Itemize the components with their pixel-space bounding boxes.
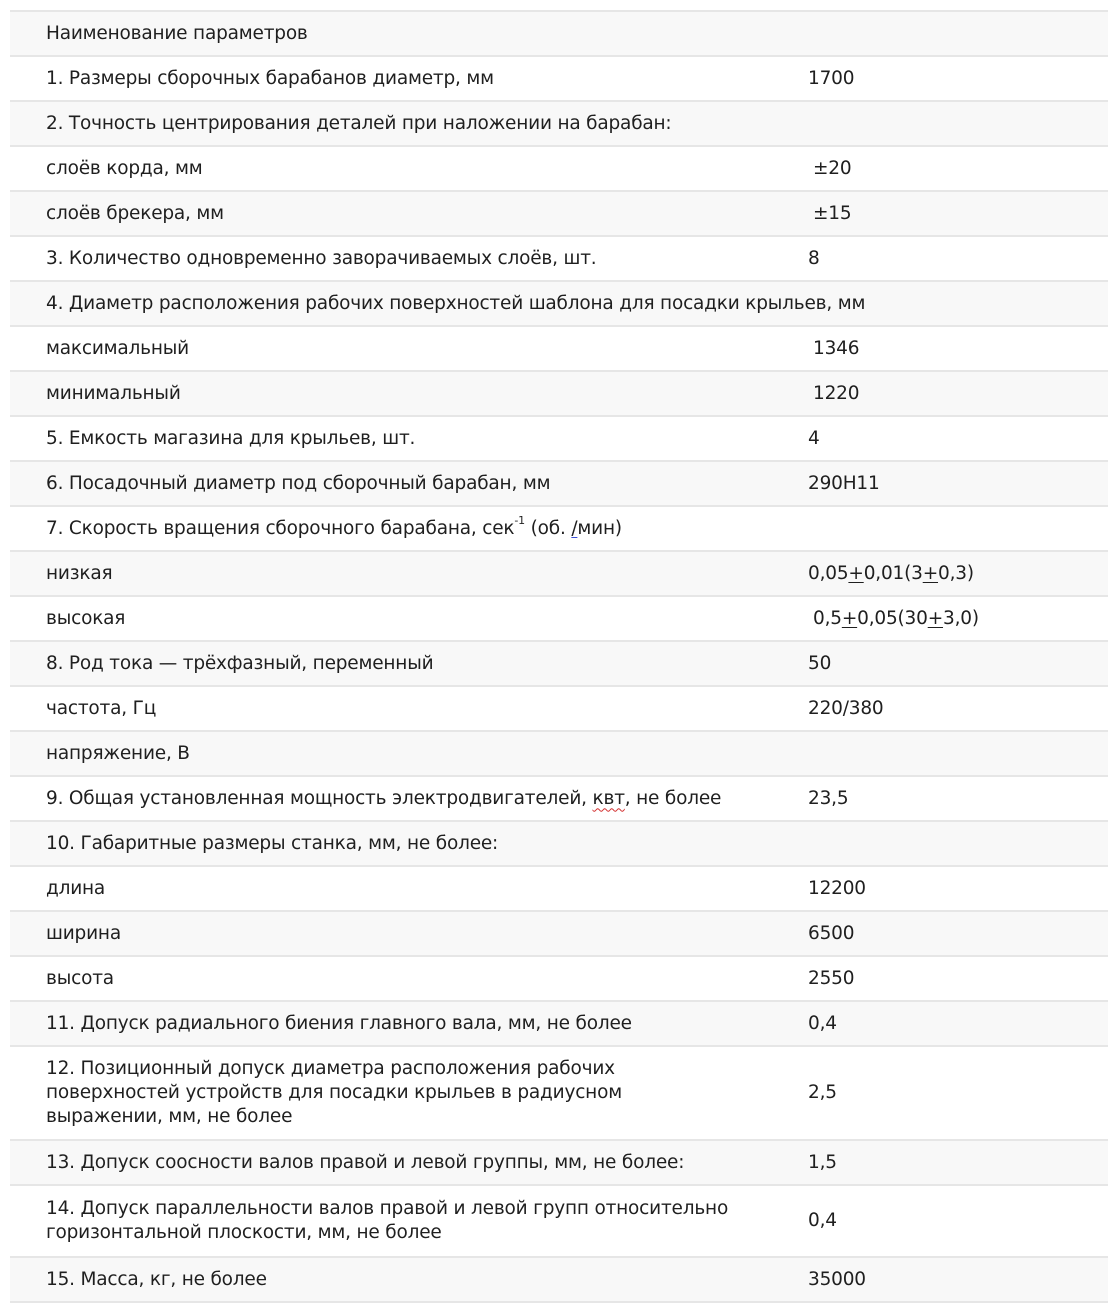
param-value: 12200 bbox=[772, 866, 1108, 911]
name-text: , не более bbox=[624, 787, 722, 809]
table-row bbox=[10, 551, 1108, 596]
superscript-text: -1 bbox=[514, 514, 525, 528]
value-text: 0,05(30 bbox=[857, 607, 928, 629]
param-value bbox=[772, 101, 1108, 146]
param-value: 50 bbox=[772, 641, 1108, 686]
table-row bbox=[10, 191, 1108, 236]
param-name: 10. Габаритные размеры станка, мм, не более: bbox=[10, 821, 772, 866]
param-name: высокая bbox=[10, 596, 772, 641]
param-value: 23,5 bbox=[772, 776, 1108, 821]
name-line: поверхностей устройств для посадки крыльев в радиусном bbox=[46, 1082, 622, 1103]
param-value: 1346 bbox=[772, 326, 1108, 371]
param-value bbox=[772, 596, 1108, 641]
plus-minus-sign: + bbox=[841, 607, 858, 629]
spellcheck-word: квт bbox=[592, 787, 625, 809]
table-row bbox=[10, 1185, 1108, 1257]
param-value bbox=[772, 731, 1108, 776]
table-row bbox=[10, 461, 1108, 506]
table-row bbox=[10, 821, 1108, 866]
param-name: частота, Гц bbox=[10, 686, 772, 731]
name-text: (об. bbox=[524, 517, 572, 539]
param-name: 3. Количество одновременно заворачиваемых слоёв, шт. bbox=[10, 236, 772, 281]
name-text: мин) bbox=[577, 517, 622, 539]
param-name: максимальный bbox=[10, 326, 772, 371]
param-name: 6. Посадочный диаметр под сборочный барабан, мм bbox=[10, 461, 772, 506]
param-value: 1700 bbox=[772, 56, 1108, 101]
param-value: 2550 bbox=[772, 956, 1108, 1001]
header-cell: Наименование параметров bbox=[10, 11, 772, 56]
param-name: 11. Допуск радиального биения главного вала, мм, не более bbox=[10, 1001, 772, 1046]
param-value: 6500 bbox=[772, 911, 1108, 956]
param-value: 35000 bbox=[772, 1257, 1108, 1302]
param-name bbox=[10, 1046, 772, 1140]
name-text: 9. Общая установленная мощность электродвигателей, bbox=[46, 787, 593, 809]
param-value: 1,5 bbox=[772, 1140, 1108, 1185]
param-name: 8. Род тока — трёхфазный, переменный bbox=[10, 641, 772, 686]
param-value: 1220 bbox=[772, 371, 1108, 416]
plus-minus-sign: + bbox=[922, 562, 939, 584]
param-value: 0,4 bbox=[772, 1001, 1108, 1046]
table-row bbox=[10, 776, 1108, 821]
param-name: 1. Размеры сборочных барабанов диаметр, мм bbox=[10, 56, 772, 101]
table-row bbox=[10, 506, 1108, 551]
param-name: 2. Точность центрирования деталей при наложении на барабан: bbox=[10, 101, 772, 146]
param-name: низкая bbox=[10, 551, 772, 596]
table-row bbox=[10, 416, 1108, 461]
param-name: 4. Диаметр расположения рабочих поверхностей шаблона для посадки крыльев, мм bbox=[10, 281, 1108, 326]
param-value bbox=[772, 551, 1108, 596]
param-name bbox=[10, 1185, 772, 1257]
table-row bbox=[10, 911, 1108, 956]
param-value: 2,5 bbox=[772, 1046, 1108, 1140]
param-value bbox=[772, 821, 1108, 866]
name-line: выражении, мм, не более bbox=[46, 1106, 293, 1127]
plus-minus-sign: + bbox=[927, 607, 944, 629]
value-text: 0,3) bbox=[938, 562, 974, 584]
table-header-row bbox=[10, 11, 1108, 56]
parameters-table bbox=[10, 10, 1108, 1303]
param-value: ±15 bbox=[772, 191, 1108, 236]
table-row bbox=[10, 866, 1108, 911]
param-name: слоёв корда, мм bbox=[10, 146, 772, 191]
header-value-cell bbox=[772, 11, 1108, 56]
param-name bbox=[10, 776, 772, 821]
param-value: 0,4 bbox=[772, 1185, 1108, 1257]
value-text: 0,01(3 bbox=[863, 562, 923, 584]
param-name: высота bbox=[10, 956, 772, 1001]
table-row bbox=[10, 641, 1108, 686]
param-name: напряжение, В bbox=[10, 731, 772, 776]
param-name bbox=[10, 506, 772, 551]
underlined-slash: / bbox=[571, 517, 578, 539]
param-name: 13. Допуск соосности валов правой и левой группы, мм, не более: bbox=[10, 1140, 772, 1185]
param-value: 4 bbox=[772, 416, 1108, 461]
param-name: минимальный bbox=[10, 371, 772, 416]
param-value: 8 bbox=[772, 236, 1108, 281]
plus-minus-sign: + bbox=[848, 562, 864, 584]
table-row bbox=[10, 1046, 1108, 1140]
name-line: 12. Позиционный допуск диаметра расположения рабочих bbox=[46, 1058, 615, 1079]
param-name: 5. Емкость магазина для крыльев, шт. bbox=[10, 416, 772, 461]
table-row bbox=[10, 1001, 1108, 1046]
table-row bbox=[10, 371, 1108, 416]
table-row bbox=[10, 1257, 1108, 1302]
table-row bbox=[10, 1140, 1108, 1185]
table-row bbox=[10, 326, 1108, 371]
param-name: слоёв брекера, мм bbox=[10, 191, 772, 236]
value-text: 3,0) bbox=[943, 607, 979, 629]
value-text: 0,5 bbox=[813, 607, 842, 629]
name-text: 7. Скорость вращения сборочного барабана, сек bbox=[46, 517, 515, 539]
table-row bbox=[10, 101, 1108, 146]
param-value: 290H11 bbox=[772, 461, 1108, 506]
name-line: горизонтальной плоскости, мм, не более bbox=[46, 1222, 442, 1243]
param-value bbox=[772, 506, 1108, 551]
table-row bbox=[10, 56, 1108, 101]
table-row bbox=[10, 146, 1108, 191]
param-value: ±20 bbox=[772, 146, 1108, 191]
param-name: длина bbox=[10, 866, 772, 911]
table-row bbox=[10, 686, 1108, 731]
value-text: 0,05 bbox=[808, 562, 849, 584]
table-row bbox=[10, 731, 1108, 776]
param-value: 220/380 bbox=[772, 686, 1108, 731]
table-row bbox=[10, 281, 1108, 326]
param-name: 15. Масса, кг, не более bbox=[10, 1257, 772, 1302]
table-row bbox=[10, 596, 1108, 641]
param-name: ширина bbox=[10, 911, 772, 956]
name-line: 14. Допуск параллельности валов правой и левой групп относительно bbox=[46, 1198, 729, 1219]
table-row bbox=[10, 956, 1108, 1001]
parameters-table-container bbox=[10, 10, 1108, 1303]
table-row bbox=[10, 236, 1108, 281]
